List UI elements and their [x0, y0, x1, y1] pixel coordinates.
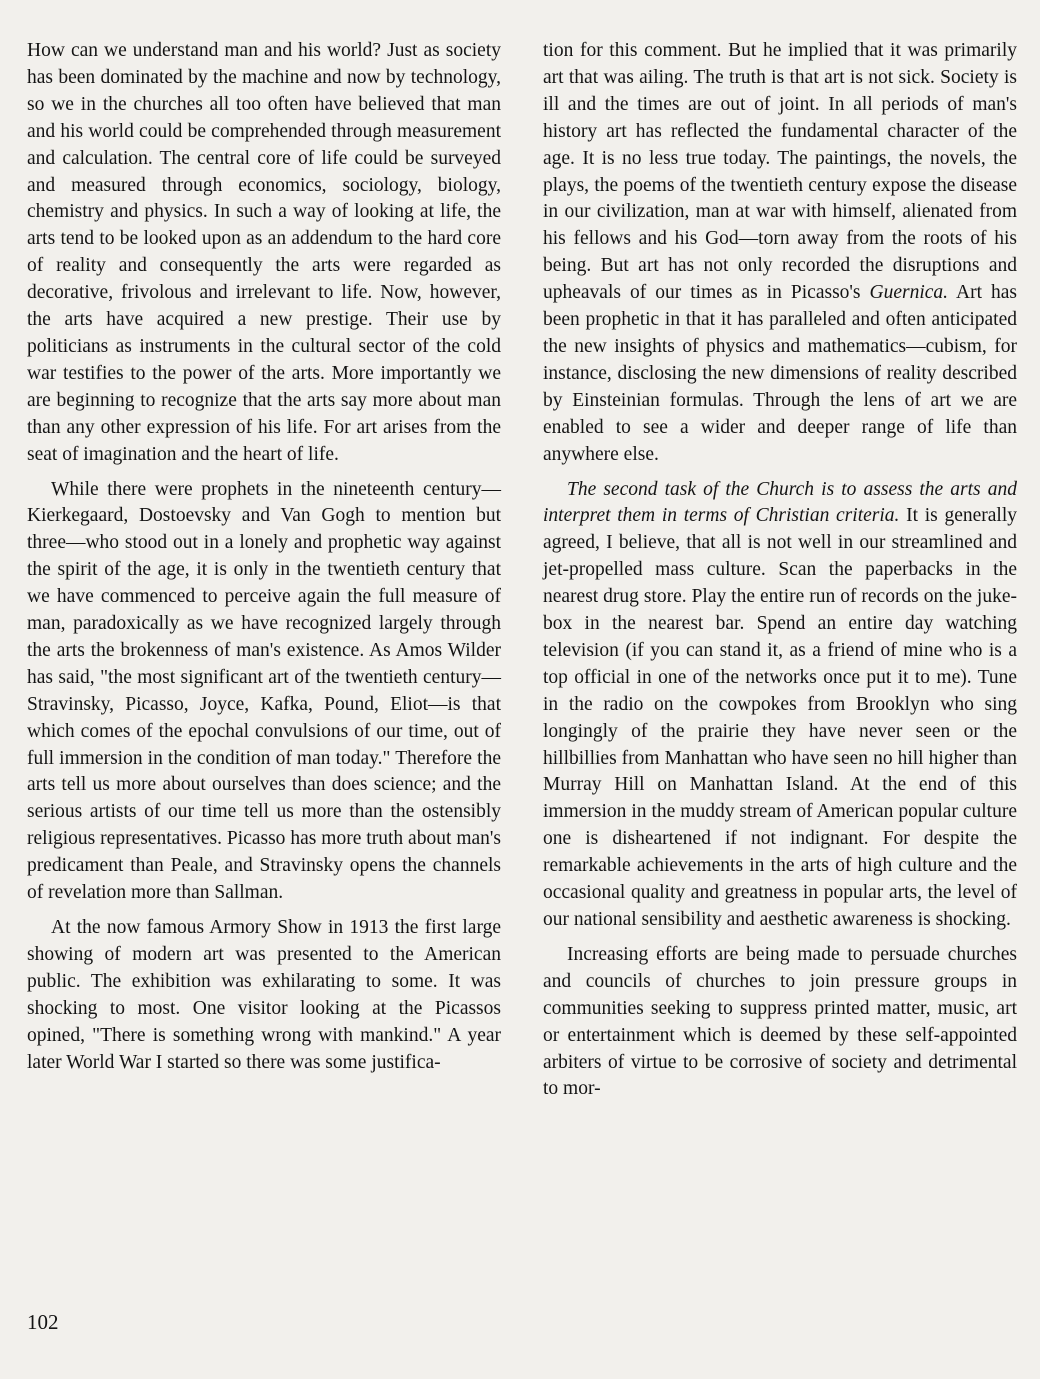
- paragraph-left-2: While there were prophets in the nineteenth century—Kierkegaard, Dostoevsky and Van Gogh to mention but three—who stood out in a lonely and prophetic way against the spirit of the age, it is only in the twentieth century that we have commenced to perceive again the full measure of man, paradoxically as we have recognized largely through the arts the brokenness of man's existence. As Amos Wilder has said, "the most significant art of the twentieth century—Stravinsky, Picasso, Joyce, Kafka, Pound, Eliot—is that which comes of the epochal convulsions of our time, out of full immersion in the condition of man today." Therefore the arts tell us more about ourselves than does science; and the serious artists of our time tell us more than the ostensibly religious representatives. Picasso has more truth about man's predicament than Peale, and Stravinsky opens the channels of revelation more than Sallman.: [27, 478, 501, 904]
- paragraph-right-1-text-a: tion for this comment. But he implied that it was primarily art that was ailing. The truth is that art is not sick. Society is ill and the times are out of joint. In all periods of man's history art has reflected the fundamental character of the age. It is no less true today. The paintings, the novels, the plays, the poems of the twentieth century expose the disease in our civilization, man at war with himself, alienated from his fellows and his God—torn away from the roots of his being. But art has not only recorded the disruptions and upheavals of our times as in Picasso's: [543, 40, 1017, 304]
- paragraph-right-1-text-b: Art has been prophetic in that it has paralleled and often anticipated the new insights of physics and mathematics—cubism, for instance, disclosing the new dimensions of reality described by Einsteinian formulas. Through the lens of art we are enabled to see a wider and deeper range of life than anywhere else.: [543, 282, 1017, 465]
- paragraph-left-3: At the now famous Armory Show in 1913 the first large showing of modern art was presented to the American public. The exhibition was exhilarating to some. It was shocking to most. One visitor looking at the Picassos opined, "There is something wrong with mankind." A year later World War I started so there was some justifica-: [27, 917, 501, 1073]
- paragraph-right-1: [543, 38, 1017, 469]
- paragraph-right-3: Increasing efforts are being made to persuade churches and councils of churches to join pressure groups in communities seeking to suppress printed matter, music, art or entertainment which is deemed by these self-appointed arbiters of virtue to be corrosive of society and detrimental to mor-: [543, 943, 1017, 1100]
- paragraph-right-2-text: It is generally agreed, I believe, that all is not well in our streamlined and jet-propelled mass culture. Scan the paperbacks in the nearest drug store. Play the entire run of records on the juke-box in the nearest bar. Spend an entire day watching television (if you can stand it, as a friend of mine who is a top official in one of the networks once put it to me). Tune in the radio on the cowpokes from Brooklyn who sing longingly of the prairie they have never seen or the hillbillies from Manhattan who have seen no hill higher than Murray Hill on Manhattan Island. At the end of this immersion in the muddy stream of American popular culture one is disheartened if not indignant. For despite the remarkable achievements in the arts of high culture and the occasional quality and greatness in popular arts, the level of our national sensibility and aesthetic awareness is shocking.: [543, 505, 1017, 930]
- second-task-statement: The second task of the Church is to assess the arts and interpret them in terms of Christian criteria.: [543, 478, 1017, 527]
- paragraph-left-1: How can we understand man and his world? Just as society has been dominated by the machine and now by technology, so we in the churches all too often have believed that man and his world could be comprehended through measurement and calculation. The central core of life could be surveyed and measured through economics, sociology, biology, chemistry and physics. In such a way of looking at life, the arts tend to be looked upon as an addendum to the hard core of reality and consequently the arts were regarded as decorative, frivolous and irrelevant to life. Now, however, the arts have acquired a new prestige. Their use by politicians as instruments in the cultural sector of the cold war testifies to the power of the arts. More importantly we are beginning to recognize that the arts say more about man than any other expression of his life. For art arises from the seat of imagination and the heart of life.: [27, 40, 501, 465]
- right-column: [543, 38, 1017, 1111]
- guernica-title: Guernica.: [869, 282, 949, 304]
- left-column: [27, 38, 501, 1084]
- page-number: 102: [27, 1310, 59, 1334]
- paragraph-right-2: [543, 477, 1017, 934]
